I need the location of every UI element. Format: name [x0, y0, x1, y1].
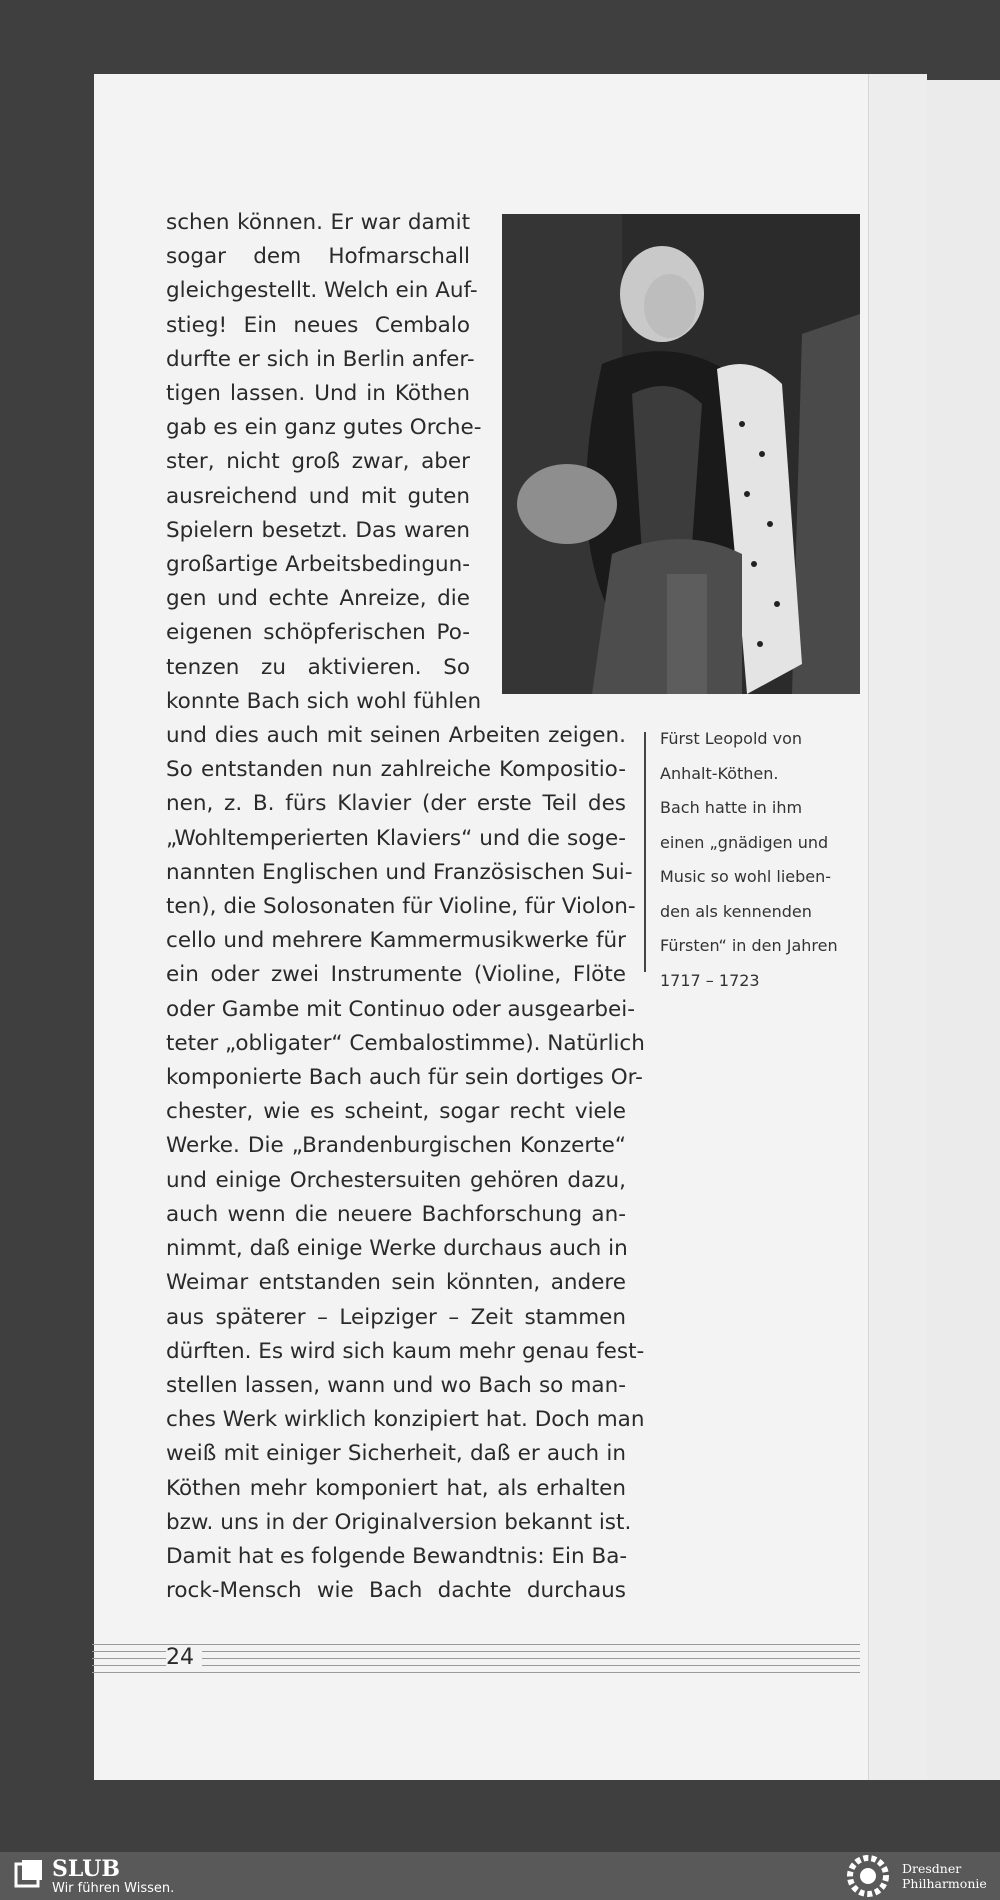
text-line: schen können. Er war damit: [166, 210, 470, 235]
text-line: durfte er sich in Berlin anfer-: [166, 346, 475, 372]
page-fold-edge: [868, 74, 927, 1780]
text-line: oder Gambe mit Continuo oder ausgearbei-: [166, 996, 636, 1022]
text-line: „Wohltemperierten Klaviers“ und die soge-: [166, 825, 626, 851]
text-line: teter „obligater“ Cembalostimme). Natürlich: [166, 1030, 645, 1056]
text-line: ausreichend und mit guten: [166, 483, 470, 509]
text-line: So entstanden nun zahlreiche Kompositio-: [166, 757, 626, 783]
text-line: stieg! Ein neues Cembalo: [166, 312, 470, 338]
text-line: ster, nicht groß zwar, aber: [166, 449, 470, 475]
caption-line: Bach hatte in ihm: [660, 798, 803, 817]
caption-line: den als kennenden: [660, 901, 812, 921]
text-line: großartige Arbeitsbedingun-: [166, 552, 470, 578]
text-line: chester, wie es scheint, sogar recht viele: [166, 1099, 626, 1125]
text-line: sogar dem Hofmarschall: [166, 244, 470, 270]
text-line: Weimar entstanden sein könnten, andere: [166, 1270, 626, 1296]
philharmonie-logo-icon: [840, 1854, 896, 1898]
text-line: weiß mit einiger Sicherheit, daß er auch in: [166, 1441, 626, 1467]
next-page-edge: [920, 80, 1000, 1780]
caption-line: Anhalt-Köthen.: [660, 763, 779, 783]
text-line: rock-Mensch wie Bach dachte durchaus: [166, 1578, 626, 1604]
caption-divider: [644, 732, 646, 972]
text-line: gleichgestellt. Welch ein Auf-: [166, 278, 478, 304]
text-line: cello und mehrere Kammermusikwerke für: [166, 928, 626, 954]
caption-line: einen „gnädigen und: [660, 832, 829, 852]
text-line: Damit hat es folgende Bewandtnis: Ein Ba-: [166, 1543, 628, 1569]
caption-line: Fürst Leopold von: [660, 729, 803, 748]
text-line: ein oder zwei Instrumente (Violine, Flöte: [166, 962, 626, 988]
body-text: [166, 206, 645, 1608]
portrait-caption: [660, 722, 860, 998]
text-line: und einige Orchestersuiten gehören dazu,: [166, 1167, 626, 1193]
slub-tagline: Wir führen Wissen.: [52, 1881, 175, 1896]
text-line: und dies auch mit seinen Arbeiten zeigen.: [166, 723, 626, 749]
text-line: nimmt, daß einige Werke durchaus auch in: [166, 1236, 628, 1262]
text-line: nannten Englischen und Französischen Sui-: [166, 859, 633, 885]
caption-line: Music so wohl lieben-: [660, 867, 832, 886]
page-number: 24: [166, 1645, 202, 1670]
footer-bar: [0, 1852, 1000, 1900]
philharmonie-name: [902, 1861, 987, 1891]
text-line: komponierte Bach auch für sein dortiges Or-: [166, 1065, 643, 1091]
text-line: aus späterer – Leipziger – Zeit stammen: [166, 1304, 626, 1330]
text-line: stellen lassen, wann und wo Bach so man-: [166, 1372, 626, 1398]
caption-line: 1717 – 1723: [660, 970, 760, 990]
text-line: Spielern besetzt. Das waren: [166, 517, 470, 543]
text-line: tenzen zu aktivieren. So: [166, 654, 470, 680]
text-line: auch wenn die neuere Bachforschung an-: [166, 1201, 626, 1227]
philharmonie-name-line1: Dresdner: [902, 1861, 962, 1876]
philharmonie-name-line2: Philharmonie: [902, 1876, 987, 1891]
text-line: Werke. Die „Brandenburgischen Konzerte“: [166, 1133, 626, 1159]
text-line: gen und echte Anreize, die: [166, 586, 470, 612]
caption-line: Fürsten“ in den Jahren: [660, 936, 838, 955]
text-line: ten), die Solosonaten für Violine, für Violon-: [166, 894, 636, 920]
staff-lines-decoration: [92, 1644, 860, 1678]
slub-name: SLUB: [52, 1856, 120, 1882]
text-line: tigen lassen. Und in Köthen: [166, 381, 470, 407]
slub-logo-icon: [14, 1858, 44, 1890]
text-line: Köthen mehr komponiert hat, als erhalten: [166, 1475, 626, 1501]
text-line: konnte Bach sich wohl fühlen: [166, 688, 482, 714]
text-line: dürften. Es wird sich kaum mehr genau fest-: [166, 1338, 645, 1364]
text-line: ches Werk wirklich konzipiert hat. Doch man: [166, 1407, 645, 1433]
text-line: eigenen schöpferischen Po-: [166, 620, 470, 646]
text-line: gab es ein ganz gutes Orche-: [166, 415, 482, 441]
text-line: bzw. uns in der Originalversion bekannt ist.: [166, 1509, 632, 1535]
text-line: nen, z. B. fürs Klavier (der erste Teil des: [166, 791, 626, 817]
